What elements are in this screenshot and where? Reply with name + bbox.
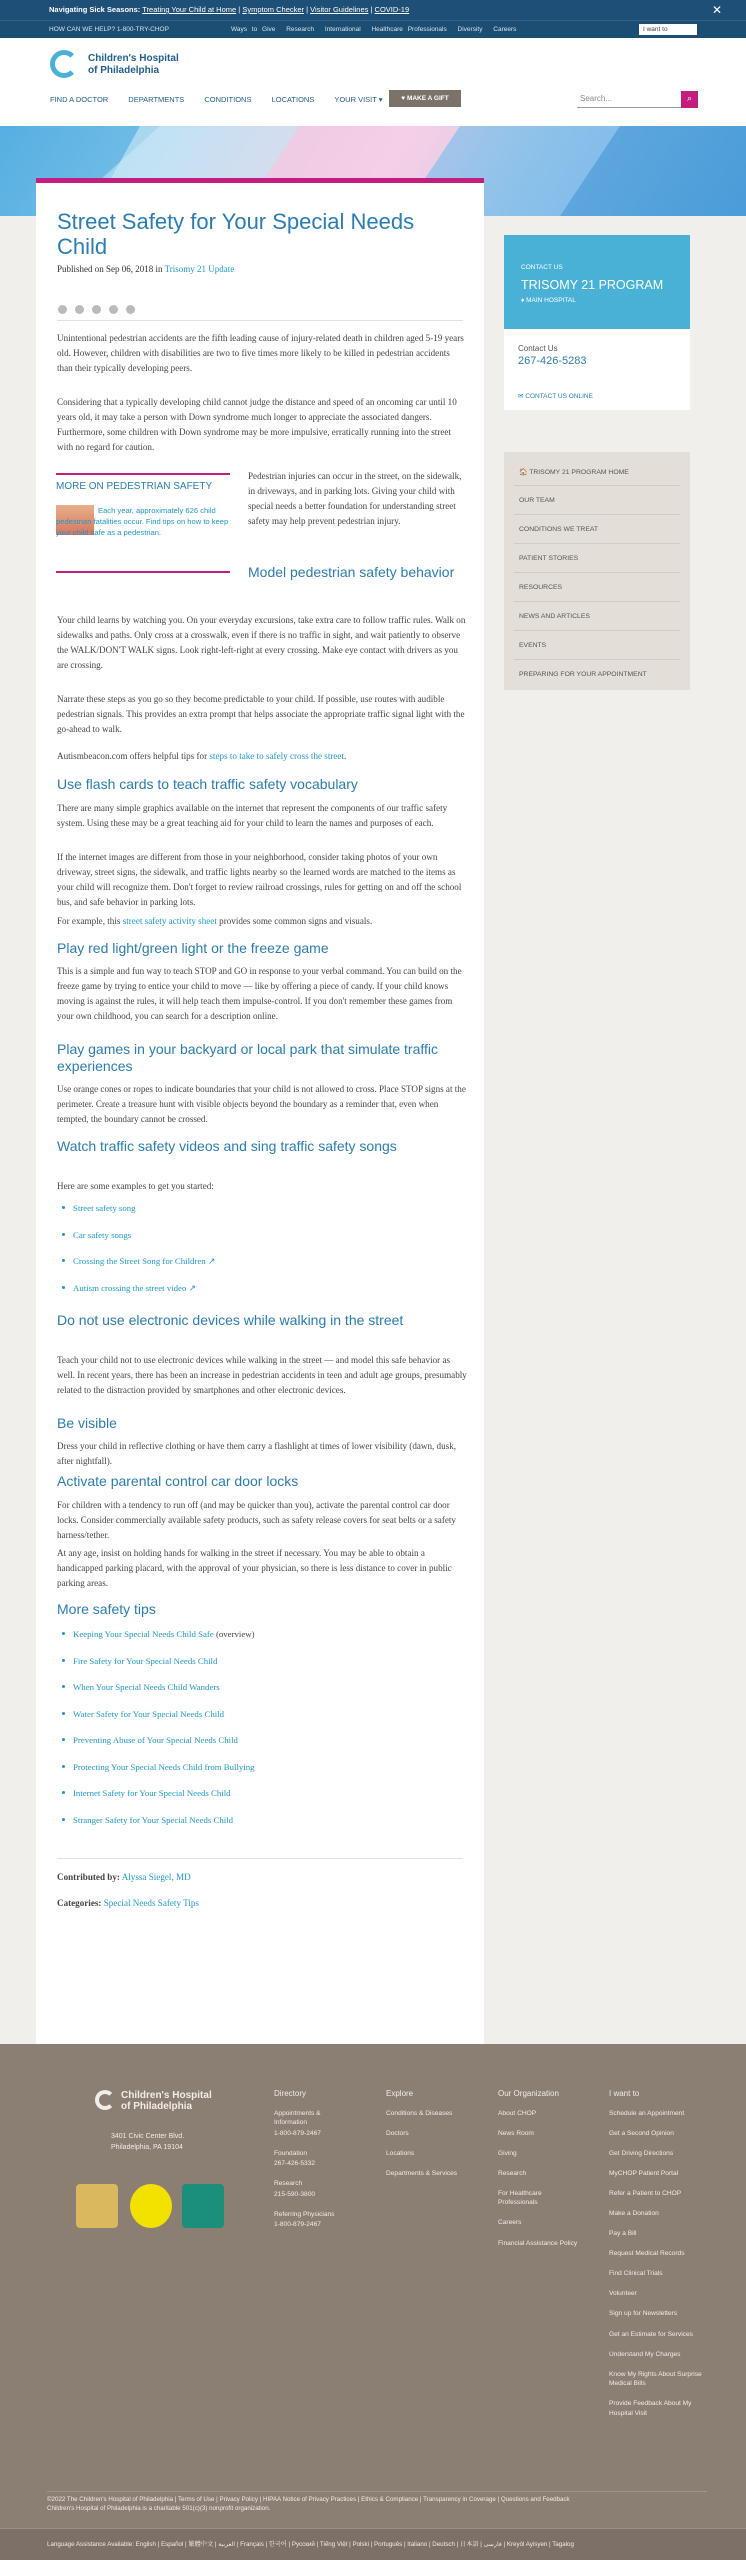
search-icon[interactable]: ⌕ bbox=[681, 91, 698, 108]
list-item: Preventing Abuse of Your Special Needs Child bbox=[57, 1735, 255, 1762]
contact-card: Contact Us 267-426-5283 ✉ CONTACT US ONLINE bbox=[504, 329, 690, 410]
section-heading: Activate parental control car door locks bbox=[57, 1473, 299, 1489]
nav-departments[interactable]: DEPARTMENTS bbox=[128, 95, 185, 104]
language-bar[interactable]: Language Assistance Available: English | Español | 繁體中文 | العربية | Français | 한국어 | Русский | Tiếng Việt | Polski | Português | Italiano | Deutsch | 日本語 | فارسی | Kreyòl Ayisyen | Tagalog bbox=[0, 2528, 746, 2560]
sidebar-item-resources[interactable]: RESOURCES bbox=[519, 584, 563, 591]
list-item: When Your Special Needs Child Wanders bbox=[57, 1682, 255, 1709]
nav-locations[interactable]: LOCATIONS bbox=[271, 95, 315, 104]
i-want-to-select[interactable]: I want to bbox=[639, 24, 697, 35]
category-tag-link[interactable]: Special Needs Safety Tips bbox=[103, 1898, 199, 1908]
footer-i-want-to: I want to Schedule an Appointment Get a Second Opinion Get Driving Directions MyCHOP Patient Portal Refer a Patient to CHOP Make a Donation Pay a Bill Request Medical Records Find Clinical Trials Volunteer Sign up for Newsletters Get an Estimate for Services Understand My Charges Know My Rights About Surprise Medical Bills Provide Feedback About My Hospital Visit bbox=[609, 2089, 702, 2417]
program-card: CONTACT US TRISOMY 21 PROGRAM ♦ MAIN HOSPITAL bbox=[504, 235, 690, 329]
list-item: Car safety songs bbox=[57, 1230, 215, 1257]
utility-link[interactable]: International bbox=[324, 26, 361, 33]
location-link[interactable]: ♦ MAIN HOSPITAL bbox=[521, 297, 576, 304]
divider bbox=[57, 320, 463, 321]
divider bbox=[57, 1858, 463, 1859]
utility-bar bbox=[0, 20, 746, 38]
more-tips-list bbox=[57, 1629, 255, 1841]
section-heading: Model pedestrian safety behavior bbox=[248, 564, 455, 580]
list-item: Water Safety for Your Special Needs Child bbox=[57, 1709, 255, 1736]
sidebar-item-appointment[interactable]: PREPARING FOR YOUR APPOINTMENT bbox=[519, 671, 647, 678]
phone-link[interactable]: 267-426-5283 bbox=[518, 355, 587, 367]
contributed-by: Contributed by: Alyssa Siegel, MD bbox=[57, 1872, 191, 1882]
related-callout[interactable]: MORE ON PEDESTRIAN SAFETY Each year, approximately 626 child pedestrian fatalities occur. Find tips on how to keep your child safe as a pedestrian. bbox=[56, 473, 230, 573]
site-footer: Children's Hospital of Philadelphia 3401 Civic Center Blvd. Philadelphia, PA 19104 Directory Appointments & Information 1-800-879-2467 Foundation 267-426-5332 Research 215-590-3800 Referring Physicians 1-800-879-2467 Explore Conditions & Diseases Doctors Locations Departments & Services Our Organization About CHOP News Room Giving Research For Healthcare Professionals Careers Financial Assistance Policy I want to Schedule an Appointment Get a Second Opinion Get Driving Directions MyCHOP Patient Portal Refer a Patient to CHOP Make a Donation Pay a Bill Request Medical Records Find Clinical Trials Volunteer Sign up for Newsletters Get an Estimate for Services Understand My Charges Know My Rights About Surprise Medical Bills Provide Feedback About My Hospital Visit ©2022 The Children's Hospital of Philadelphia | Terms of Use | Privacy Policy | HIPAA Notice of Privacy Practices | Ethics & Compliance | Transparency in Coverage | Questions and Feedback Children's Hospital of Philadelphia is a charitable 501(c)(3) nonprofit organization. Language Assistance Available: English | Español | 繁體中文 | العربية | Français | 한국어 | Русский | Tiếng Việt | Polski | Português | Italiano | Deutsch | 日本語 | فارسی | Kreyòl Ayisyen | Tagalog bbox=[0, 2044, 746, 2560]
legal-links: ©2022 The Children's Hospital of Philadelphia | Terms of Use | Privacy Policy | HIPAA Notice of Privacy Practices | Ethics & Compliance | Transparency in Coverage | Questions and Feedback Children's Hospital of Philadelphia is a charitable 501(c)(3) nonprofit organization. bbox=[47, 2496, 570, 2512]
category-link[interactable]: Trisomy 21 Update bbox=[164, 264, 235, 274]
list-item: Crossing the Street Song for Children ↗ bbox=[57, 1256, 215, 1283]
close-icon[interactable]: ✕ bbox=[711, 3, 722, 17]
utility-link[interactable]: Research bbox=[286, 26, 315, 33]
email-icon[interactable] bbox=[109, 305, 118, 314]
notice-link-symptom[interactable]: Symptom Checker bbox=[242, 5, 305, 14]
print-icon[interactable] bbox=[126, 305, 135, 314]
sidebar-item-conditions[interactable]: CONDITIONS WE TREAT bbox=[519, 526, 599, 533]
list-item: Fire Safety for Your Special Needs Child bbox=[57, 1656, 255, 1683]
activity-sheet-link[interactable]: street safety activity sheet bbox=[122, 916, 217, 926]
categories: Categories: Special Needs Safety Tips bbox=[57, 1898, 199, 1908]
sidebar-item-events[interactable]: EVENTS bbox=[519, 642, 547, 649]
sidebar-item-team[interactable]: OUR TEAM bbox=[519, 497, 555, 504]
notice-link-covid[interactable]: COVID-19 bbox=[374, 5, 410, 14]
notice-prefix: Navigating Sick Seasons: bbox=[49, 5, 141, 14]
footer-organization: Our Organization About CHOP News Room Giving Research For Healthcare Professionals Careers Financial Assistance Policy bbox=[498, 2089, 578, 2247]
sidebar-item-news[interactable]: NEWS AND ARTICLES bbox=[519, 613, 590, 620]
notice-bar: Navigating Sick Seasons: Treating Your Child at Home | Symptom Checker | Visitor Guidelines | COVID-19 ✕ bbox=[0, 0, 746, 20]
share-icons bbox=[58, 305, 143, 316]
section-heading: Be visible bbox=[57, 1415, 117, 1431]
pinterest-icon[interactable] bbox=[92, 305, 101, 314]
list-item: Autism crossing the street video ↗ bbox=[57, 1283, 215, 1310]
nav-your-visit[interactable]: YOUR VISIT ▾ bbox=[334, 95, 383, 104]
list-item: Keeping Your Special Needs Child Safe (overview) bbox=[57, 1629, 255, 1656]
footer-explore: Explore Conditions & Diseases Doctors Locations Departments & Services bbox=[386, 2089, 458, 2177]
article-card: Street Safety for Your Special Needs Child Published on Sep 06, 2018 in Trisomy 21 Update Unintentional pedestrian accidents are the fifth leading cause of injury-related death in children aged 5-19 years old. However, children with disabilities are two to five times more likely to be killed in pedestrian accidents than their typically developing peers. Considering that a typically developing child cannot judge the distance and speed of an oncoming car until 10 years old, it may take a person with Down syndrome much longer to appreciate the associated dangers. Furthermore, some children with Down syndrome may be more impulsive, erratically running into the street with no regard for caution. MORE ON PEDESTRIAN SAFETY Each year, approximately 626 child pedestrian fatalities occur. Find tips on how to keep your child safe as a pedestrian. Pedestrian injuries can occur in the street, on the sidewalk, in driveways, and in parking lots. Giving your child with special needs a better foundation for understanding street safety may help prevent pedestrian injury. Model pedestrian safety behavior Your child learns by watching you. On your everyday excursions, take extra care to follow traffic rules. Walk on sidewalks and paths. Only cross at a crosswalk, even if there is no traffic in sight, and wait patiently to observe the WALK/DON'T WALK signs. Look right-left-right at every crossing. Make eye contact with drivers as you are crossing. Narrate these steps as you go so they become predictable to your child. If possible, use routes with audible pedestrian signals. This provides an extra prompt that helps associate the appropriate traffic signal light with the go-ahead to walk. Autismbeacon.com offers helpful tips for steps to take to safely cross the street. Use flash cards to teach traffic safety vocabulary There are many simple graphics available on the internet that represent the components of our traffic safety system. Using these may be a great teaching aid for your child to learn the names and purposes of each. If the internet images are different from those in your neighborhood, consider taking photos of your own driveway, street signs, the sidewalk, and traffic lights nearby so the learned words are matched to the items as your child will recognize them. Don't forget to review railroad crossings, rules for getting on and off the school bus, and safe behavior in parking lots. For example, this street safety activity sheet provides some common signs and visuals. Play red light/green light or the freeze game This is a simple and fun way to teach STOP and GO in response to your verbal command. You can build on the freeze game by trying to entice your child to move — like by offering a piece of candy. If your child knows moving is against the rules, it will help teach them impulse-control. If you don't remember these games from your own childhood, you can search for a description online. Play games in your backyard or local park that simulate traffic experiences Use orange cones or ropes to indicate boundaries that your child is not allowed to cross. Place STOP signs at the perimeter. Create a treasure hunt with visible objects beyond the boundary as a reminder that, even when tempted, the boundary cannot be crossed. Watch traffic safety videos and sing traffic safety songs Here are some examples to get you started: Street safety song Car safety songs Crossing the Street Song for Children ↗ Autism crossing the street video ↗ Do not use electronic devices while walking in the street Teach your child not to use electronic devices while walking in the street — and model this safe behavior as well. In recent years, there has been an increase in pedestrian accidents in teen and adult age groups, presumably related to the distraction provided by smartphones and other electronic devices. Be visible Dress your child in reflective clothing or have them carry a flashlight at times of lower visibility (dawn, dusk, after nightfall). Activate parental control car door locks For children with a tendency to run off (and may be quicker than you), activate the parental control car door locks. Consider commercially available safety products, such as safety release covers for seat belts or a safety harness/tether. At any age, insist on holding hands for walking in the street if necessary. You may be able to obtain a handicapped parking placard, with the approval of your physician, so there is less distance to cover in public parking areas. More safety tips Keeping Your Special Needs Child Safe (overview) Fire Safety for Your Special Needs Child When Your Special Needs Child Wanders Water Safety for Your Special Needs Child Preventing Abuse of Your Special Needs Child Protecting Your Special Needs Child from Bullying Internet Safety for Your Special Needs Child Stranger Safety for Your Special Needs Child Contributed by: Alyssa Siegel, MD Categories: Special Needs Safety Tips bbox=[36, 178, 484, 2044]
list-item: Street safety song bbox=[57, 1203, 215, 1230]
section-heading: Play red light/green light or the freeze game bbox=[57, 940, 329, 956]
list-item: Stranger Safety for Your Special Needs Child bbox=[57, 1815, 255, 1842]
award-badge bbox=[130, 2184, 172, 2228]
divider bbox=[47, 2491, 707, 2492]
sidebar-item-stories[interactable]: PATIENT STORIES bbox=[519, 555, 579, 562]
nav-find-doctor[interactable]: FIND A DOCTOR bbox=[50, 95, 109, 104]
section-heading: Do not use electronic devices while walking in the street bbox=[57, 1312, 404, 1328]
search-input[interactable]: Search... bbox=[577, 91, 683, 108]
help-line[interactable]: HOW CAN WE HELP? 1-800-TRY-CHOP bbox=[49, 26, 169, 33]
section-heading: Play games in your backyard or local park that simulate traffic experiences bbox=[57, 1041, 439, 1074]
section-heading: Use flash cards to teach traffic safety vocabulary bbox=[57, 776, 358, 792]
utility-link[interactable]: Healthcare Professionals bbox=[371, 26, 447, 33]
logo-mark-icon bbox=[95, 2090, 115, 2110]
site-header: Children's Hospital of Philadelphia FIND A DOCTOR DEPARTMENTS CONDITIONS LOCATIONS YOUR VISIT ▾ ♥ MAKE A GIFT Search... ⌕ bbox=[0, 38, 746, 126]
contact-online-link[interactable]: ✉ CONTACT US ONLINE bbox=[518, 393, 593, 400]
published-line: Published on Sep 06, 2018 in Trisomy 21 Update bbox=[57, 264, 235, 274]
utility-link[interactable]: Careers bbox=[493, 26, 517, 33]
section-heading: More safety tips bbox=[57, 1601, 156, 1617]
footer-directory: Directory Appointments & Information 1-800-879-2467 Foundation 267-426-5332 Research 215-590-3800 Referring Physicians 1-800-879-2467 bbox=[274, 2089, 335, 2229]
page-title: Street Safety for Your Special Needs Child bbox=[57, 209, 415, 259]
notice-link-home[interactable]: Treating Your Child at Home bbox=[142, 5, 237, 14]
video-list bbox=[57, 1203, 215, 1309]
main-nav bbox=[50, 95, 401, 104]
logo-mark-icon bbox=[50, 50, 78, 78]
utility-links bbox=[231, 26, 522, 33]
section-heading: Watch traffic safety videos and sing traffic safety songs bbox=[57, 1138, 397, 1154]
magnet-badge bbox=[182, 2184, 224, 2228]
program-name[interactable]: TRISOMY 21 PROGRAM bbox=[521, 278, 664, 292]
utility-link[interactable]: Diversity bbox=[457, 26, 483, 33]
notice-link-visitor[interactable]: Visitor Guidelines bbox=[310, 5, 369, 14]
facebook-icon[interactable] bbox=[58, 305, 67, 314]
footer-address: 3401 Civic Center Blvd. Philadelphia, PA 19104 bbox=[111, 2133, 185, 2151]
utility-link[interactable]: Ways to Give bbox=[231, 26, 276, 33]
nav-conditions[interactable]: CONDITIONS bbox=[204, 95, 252, 104]
autism-beacon-link[interactable]: steps to take to safely cross the street bbox=[209, 751, 344, 761]
sidebar-item-home[interactable]: 🏠 TRISOMY 21 PROGRAM HOME bbox=[519, 469, 629, 476]
twitter-icon[interactable] bbox=[75, 305, 84, 314]
author-link[interactable]: Alyssa Siegel, MD bbox=[121, 1872, 191, 1882]
list-item: Internet Safety for Your Special Needs Child bbox=[57, 1788, 255, 1815]
program-nav bbox=[504, 452, 690, 690]
award-badge bbox=[76, 2184, 118, 2228]
make-gift-button[interactable]: ♥ MAKE A GIFT bbox=[389, 90, 461, 107]
list-item: Protecting Your Special Needs Child from Bullying bbox=[57, 1762, 255, 1789]
